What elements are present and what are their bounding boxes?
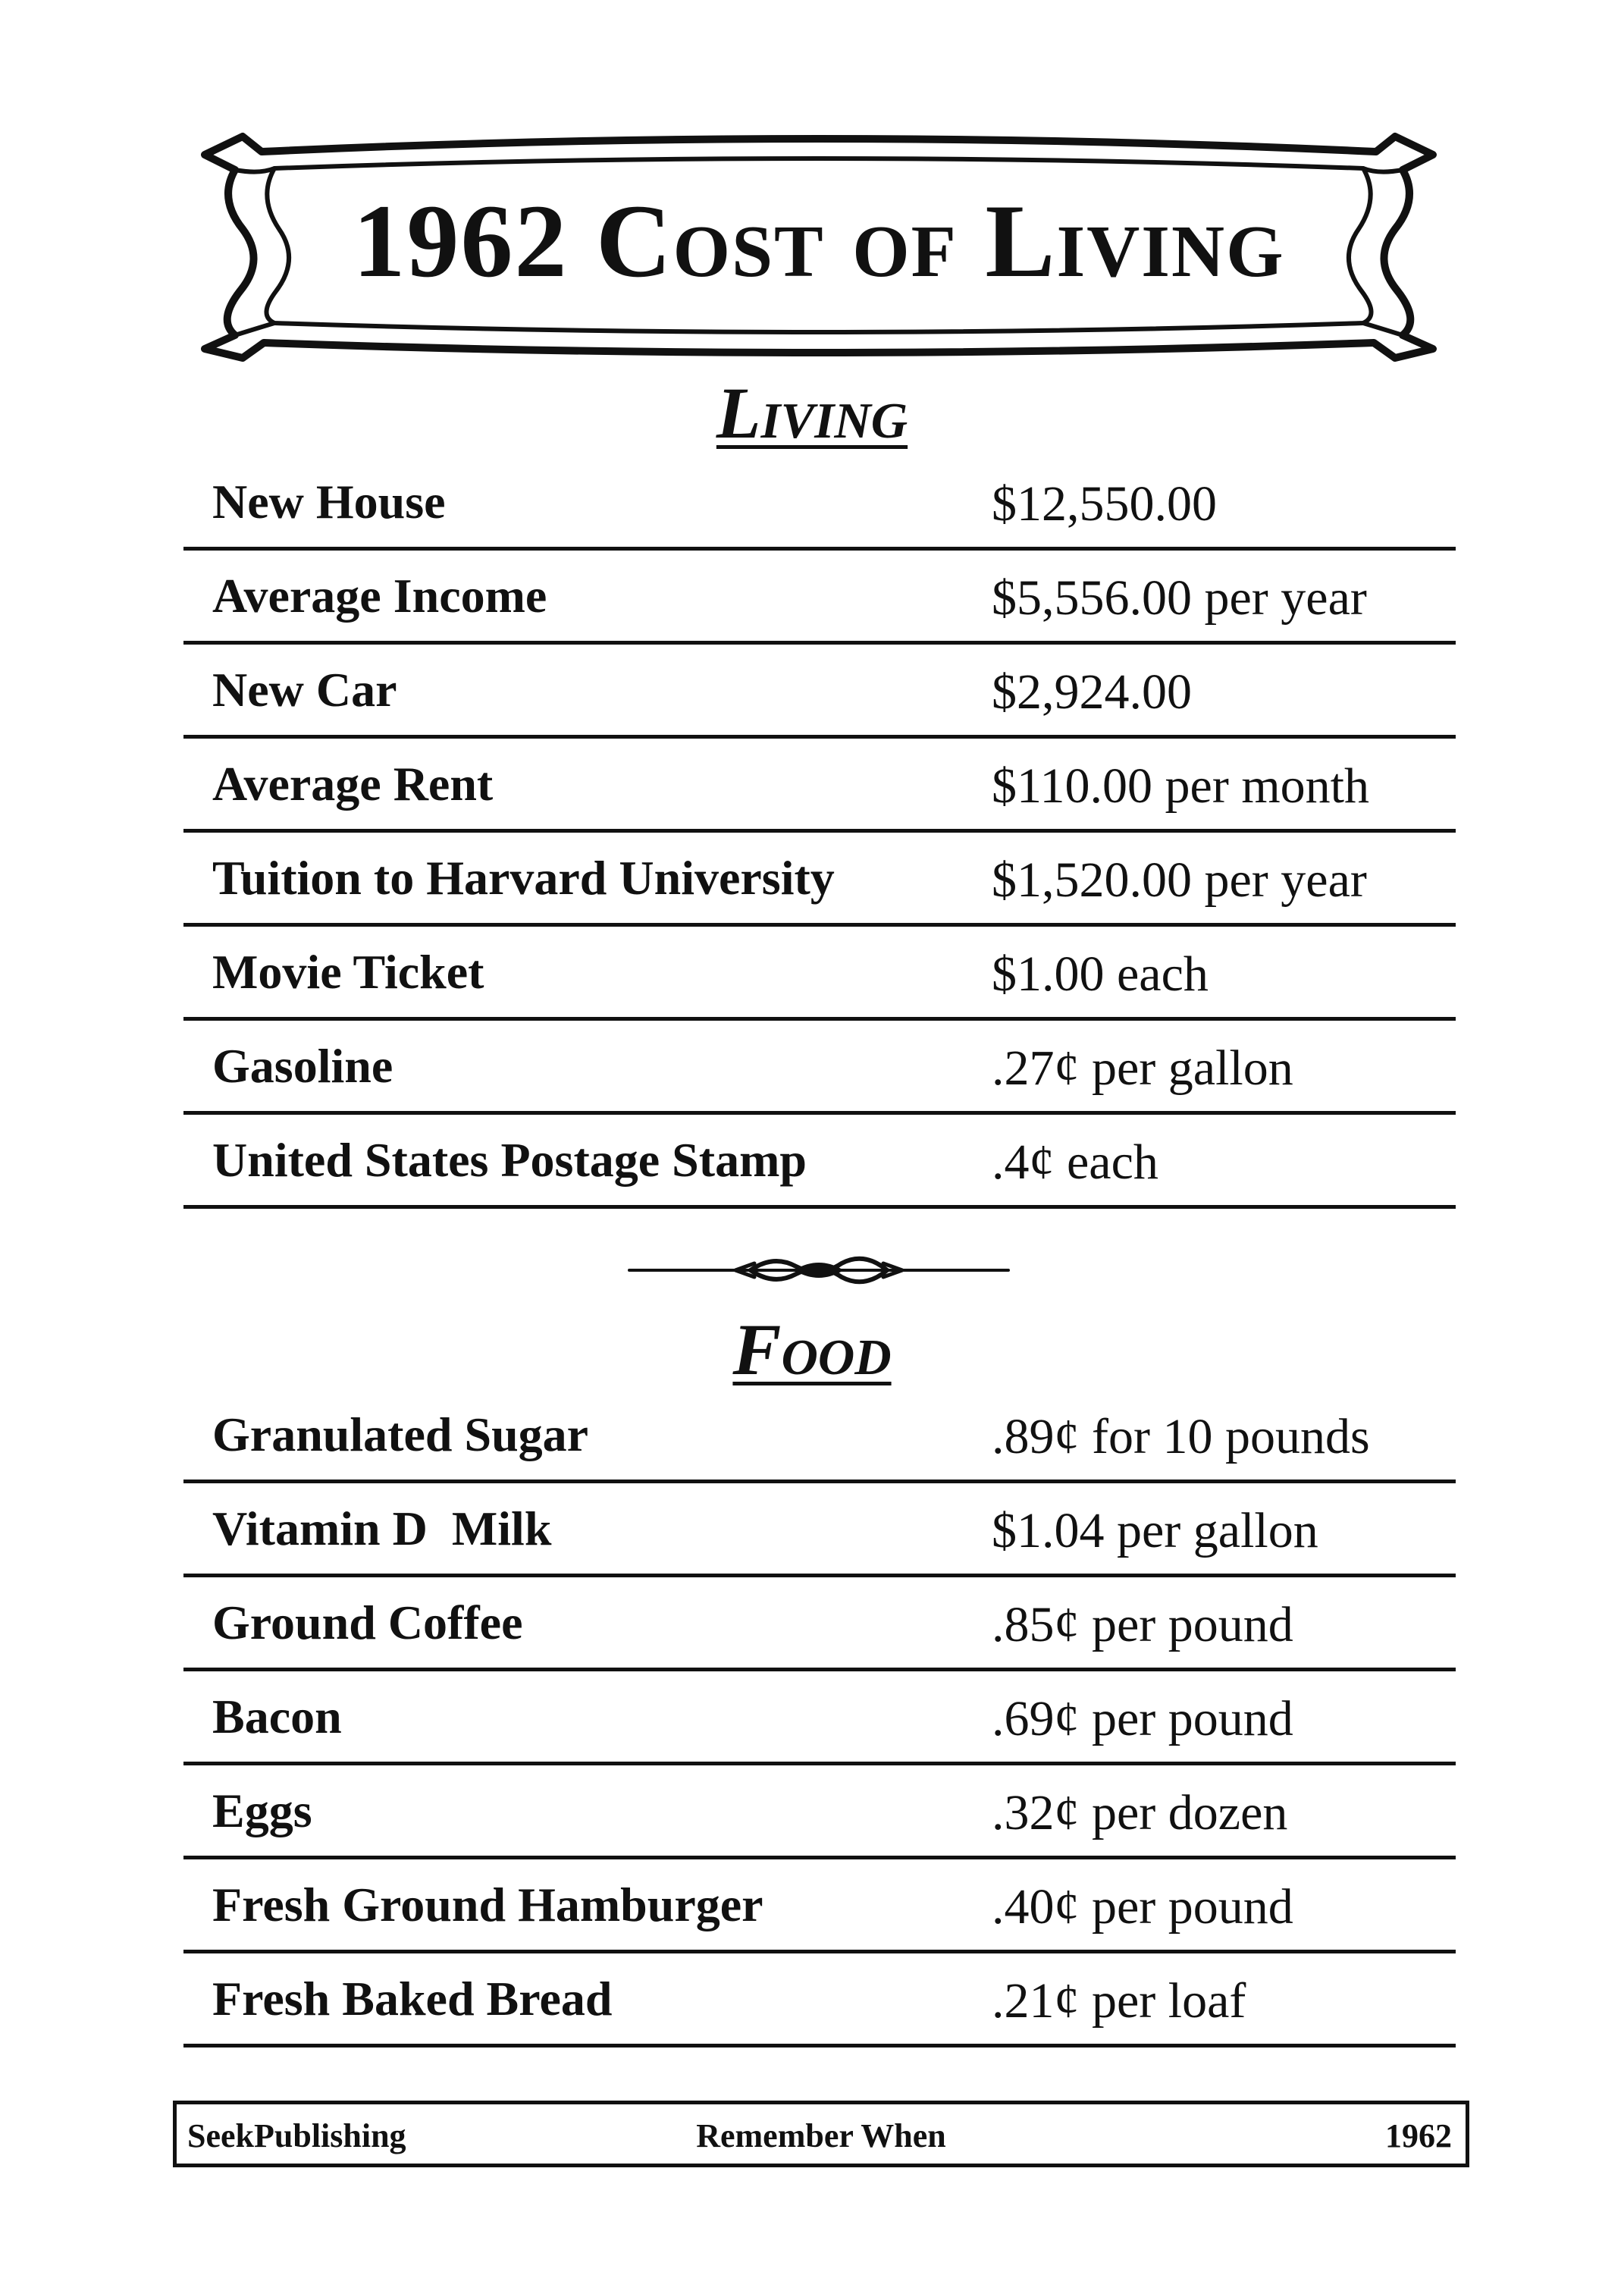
list-item — [183, 739, 1456, 833]
list-item — [183, 833, 1456, 927]
item-price: .21¢ per loaf — [992, 1973, 1246, 2029]
list-item — [183, 1953, 1456, 2048]
list-item — [183, 551, 1456, 645]
item-price: $110.00 per month — [992, 758, 1369, 814]
item-label: New Car — [212, 663, 397, 717]
item-label: Bacon — [212, 1690, 342, 1743]
food-price-list — [183, 1389, 1456, 2048]
list-item — [183, 1765, 1456, 1859]
title-banner — [190, 121, 1448, 364]
item-price: $5,556.00 per year — [992, 570, 1367, 626]
list-item — [183, 645, 1456, 739]
list-item — [183, 927, 1456, 1021]
item-label: Fresh Baked Bread — [212, 1972, 613, 2026]
item-label: United States Postage Stamp — [212, 1133, 807, 1187]
flourish-divider-icon — [622, 1244, 1016, 1297]
item-price: $1,520.00 per year — [992, 852, 1367, 908]
item-price: .4¢ each — [992, 1134, 1158, 1190]
list-item — [183, 1021, 1456, 1115]
item-price: $2,924.00 — [992, 664, 1192, 720]
item-price: .69¢ per pound — [992, 1691, 1293, 1746]
list-item — [183, 1671, 1456, 1765]
item-price: .27¢ per gallon — [992, 1040, 1293, 1096]
item-price: $1.04 per gallon — [992, 1503, 1318, 1558]
item-label: Ground Coffee — [212, 1596, 523, 1649]
item-price: .85¢ per pound — [992, 1597, 1293, 1652]
item-price: .89¢ for 10 pounds — [992, 1409, 1370, 1464]
section-heading-food — [0, 1308, 1624, 1392]
section-heading-living — [0, 372, 1624, 455]
item-label: Tuition to Harvard University — [212, 851, 835, 905]
item-label: Granulated Sugar — [212, 1407, 589, 1461]
page-title: 1962 Cost of Living — [353, 183, 1285, 299]
living-price-list — [183, 457, 1456, 1209]
list-item — [183, 1115, 1456, 1209]
item-label: Eggs — [212, 1784, 312, 1837]
section-heading-text: Living — [716, 372, 908, 453]
list-item — [183, 1859, 1456, 1953]
section-heading-text: Food — [732, 1309, 892, 1390]
list-item — [183, 457, 1456, 551]
list-item — [183, 1389, 1456, 1483]
list-item — [183, 1483, 1456, 1577]
list-item — [183, 1577, 1456, 1671]
item-price: .40¢ per pound — [992, 1879, 1293, 1935]
footer-year: 1962 — [1385, 2117, 1452, 2154]
item-label: Fresh Ground Hamburger — [212, 1878, 763, 1931]
item-label: Average Rent — [212, 757, 494, 811]
item-price: $12,550.00 — [992, 476, 1217, 532]
footer-series: Remember When — [696, 2117, 946, 2154]
item-price: .32¢ per dozen — [992, 1785, 1288, 1840]
item-label: Gasoline — [212, 1039, 393, 1093]
item-label: Average Income — [212, 569, 547, 623]
item-price: $1.00 each — [992, 946, 1209, 1002]
footer-box — [173, 2101, 1469, 2167]
footer-publisher: SeekPublishing — [187, 2117, 406, 2154]
item-label: Vitamin D Milk — [212, 1502, 552, 1555]
item-label: Movie Ticket — [212, 945, 484, 999]
item-label: New House — [212, 475, 446, 529]
